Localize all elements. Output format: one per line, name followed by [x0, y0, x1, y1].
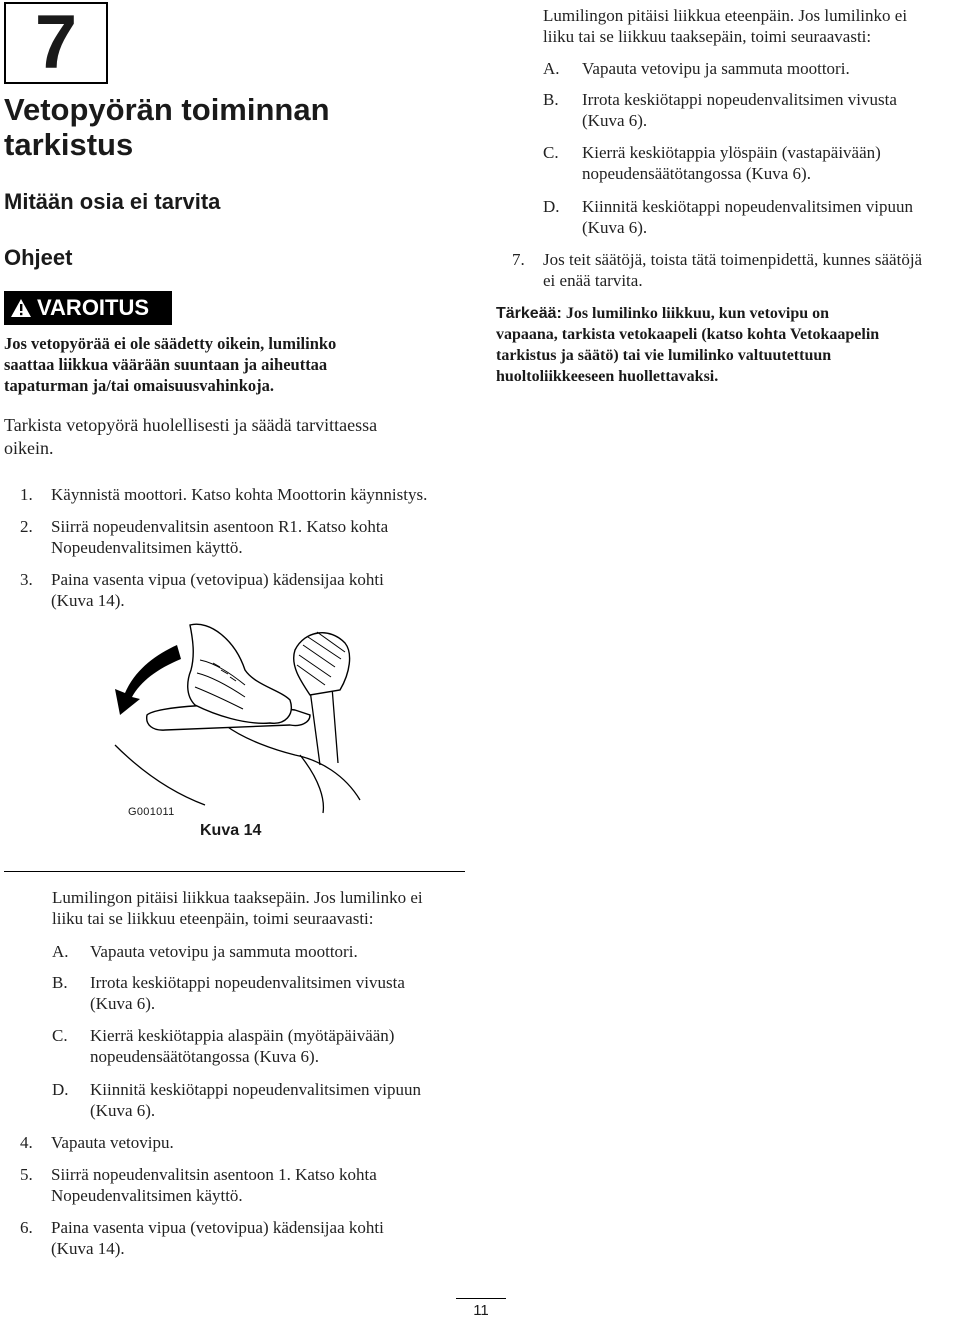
- hand: [188, 624, 292, 723]
- reverse-intro-line: Lumilingon pitäisi liikkua taaksepäin. Jos lumilinko ei: [52, 888, 423, 907]
- instructions-heading: Ohjeet: [4, 245, 73, 270]
- step-text: [51, 484, 427, 505]
- step-number: 5.: [20, 1165, 33, 1184]
- machine-body: [115, 745, 205, 805]
- step-text: [51, 1132, 174, 1153]
- substep-text: [582, 196, 913, 238]
- step-number: 6.: [20, 1218, 33, 1237]
- step-line: Vapauta vetovipu.: [51, 1133, 174, 1152]
- substep-letter: D.: [52, 1080, 69, 1099]
- substep-line: Kiinnitä keskiötappi nopeudenvalitsimen vipuun: [90, 1080, 421, 1099]
- substep-text: [582, 142, 881, 184]
- chapter-title-line: Vetopyörän toiminnan: [4, 92, 330, 127]
- step-number: 3.: [20, 570, 33, 589]
- substep-line: (Kuva 6).: [582, 218, 648, 237]
- important-note-line: vapaana, tarkista vetokaapeli (katso kohta Vetokaapelin: [496, 326, 880, 343]
- page-number-rule: [456, 1298, 506, 1299]
- step-number: 2.: [20, 517, 33, 536]
- section-divider: [4, 871, 465, 872]
- figure-caption: Kuva 14: [200, 822, 262, 839]
- intro-line: Tarkista vetopyörä huolellisesti ja säädä tarvittaessa: [4, 415, 378, 435]
- important-note-line: huoltoliikkeeseen huollettavaksi.: [496, 368, 719, 385]
- warning-text-line: saattaa liikkua väärään suuntaan ja aiheuttaa: [4, 355, 328, 374]
- substep-text: [582, 58, 850, 79]
- warning-banner: [4, 291, 172, 325]
- substep-letter: A.: [52, 942, 69, 961]
- step-line: Nopeudenvalitsimen käyttö.: [51, 538, 243, 557]
- substep-letter: C.: [52, 1026, 68, 1045]
- substep-line: Kierrä keskiötappia alaspäin (myötäpäivään): [90, 1026, 395, 1045]
- intro-line: oikein.: [4, 438, 54, 458]
- forward-check-intro: [543, 5, 907, 47]
- step-line: ei enää tarvita.: [543, 271, 643, 290]
- handle-shaft: [310, 687, 338, 765]
- figure-code: G001011: [128, 806, 175, 818]
- step-text: [543, 249, 957, 291]
- warning-label: VAROITUS: [37, 295, 150, 320]
- substep-letter: B.: [543, 90, 559, 109]
- handle-grip: [294, 633, 350, 695]
- warning-text-line: tapaturman ja/tai omaisuusvahinkoja.: [4, 376, 275, 395]
- substep-line: Vapauta vetovipu ja sammuta moottori.: [582, 59, 850, 78]
- substep-line: (Kuva 6).: [90, 1101, 156, 1120]
- warning-text-line: Jos vetopyörää ei ole säädetty oikein, lumilinko: [4, 334, 337, 353]
- substep-line: Kiinnitä keskiötappi nopeudenvalitsimen vipuun: [582, 197, 913, 216]
- step-line: Siirrä nopeudenvalitsin asentoon 1. Katso kohta: [51, 1165, 377, 1184]
- step-number: 1.: [20, 485, 33, 504]
- reverse-intro-line: liiku tai se liikkuu eteenpäin, toimi seuraavasti:: [52, 909, 374, 928]
- substep-letter: A.: [543, 59, 560, 78]
- intro-paragraph: [4, 414, 377, 460]
- substep-line: nopeudensäätötangossa (Kuva 6).: [582, 164, 811, 183]
- step-line: Käynnistä moottori. Katso kohta Moottorin käynnistys.: [51, 485, 428, 504]
- important-label: Tärkeää:: [496, 305, 562, 322]
- figure-illustration: [95, 615, 395, 815]
- substep-letter: D.: [543, 197, 560, 216]
- warning-text: [4, 333, 464, 396]
- warning-triangle-icon: [10, 298, 32, 318]
- step-line: Nopeudenvalitsimen käyttö.: [51, 1186, 243, 1205]
- reverse-check-intro: [52, 887, 423, 929]
- required-parts-heading: Mitään osia ei tarvita: [4, 189, 221, 214]
- substep-line: Kierrä keskiötappia ylöspäin (vastapäivään): [582, 143, 881, 162]
- direction-arrow-icon: [115, 645, 181, 715]
- substep-line: (Kuva 6).: [90, 994, 156, 1013]
- step-text: [51, 1217, 384, 1259]
- substep-text: [90, 1079, 421, 1121]
- step-line: Jos teit säätöjä, toista tätä toimenpidettä, kunnes säätöjä: [543, 250, 923, 269]
- step-line: Paina vasenta vipua (vetovipua) kädensijaa kohti: [51, 1218, 384, 1237]
- important-note-line: tarkistus ja säätö) tai vie lumilinko valtuutettuun: [496, 347, 832, 364]
- step-line: (Kuva 14).: [51, 1239, 125, 1258]
- important-text: Jos lumilinko liikkuu, kun vetovipu on: [565, 305, 830, 322]
- substep-text: [90, 941, 358, 962]
- step-number: 4.: [20, 1133, 33, 1152]
- important-note: [496, 303, 956, 387]
- step-text: [51, 569, 384, 611]
- substep-text: [90, 972, 405, 1014]
- substep-letter: B.: [52, 973, 68, 992]
- important-note-line: [496, 303, 956, 324]
- step-line: Siirrä nopeudenvalitsin asentoon R1. Katso kohta: [51, 517, 389, 536]
- substep-text: [582, 89, 897, 131]
- substep-letter: C.: [543, 143, 559, 162]
- forward-intro-line: liiku tai se liikkuu taaksepäin, toimi seuraavasti:: [543, 27, 872, 46]
- step-line: (Kuva 14).: [51, 591, 125, 610]
- chapter-number: 7: [4, 2, 108, 84]
- substep-line: (Kuva 6).: [582, 111, 648, 130]
- step-text: [51, 1164, 377, 1206]
- substep-line: Vapauta vetovipu ja sammuta moottori.: [90, 942, 358, 961]
- forward-intro-line: Lumilingon pitäisi liikkua eteenpäin. Jos lumilinko ei: [543, 6, 908, 25]
- substep-line: nopeudensäätötangossa (Kuva 6).: [90, 1047, 319, 1066]
- chapter-title: [4, 92, 330, 162]
- substep-line: Irrota keskiötappi nopeudenvalitsimen vivusta: [582, 90, 897, 109]
- step-line: Paina vasenta vipua (vetovipua) kädensijaa kohti: [51, 570, 384, 589]
- page-number: 11: [473, 1302, 489, 1319]
- step-text: [51, 516, 388, 558]
- step-number: 7.: [512, 250, 525, 269]
- substep-line: Irrota keskiötappi nopeudenvalitsimen vivusta: [90, 973, 405, 992]
- substep-text: [90, 1025, 394, 1067]
- chapter-title-line: tarkistus: [4, 127, 134, 162]
